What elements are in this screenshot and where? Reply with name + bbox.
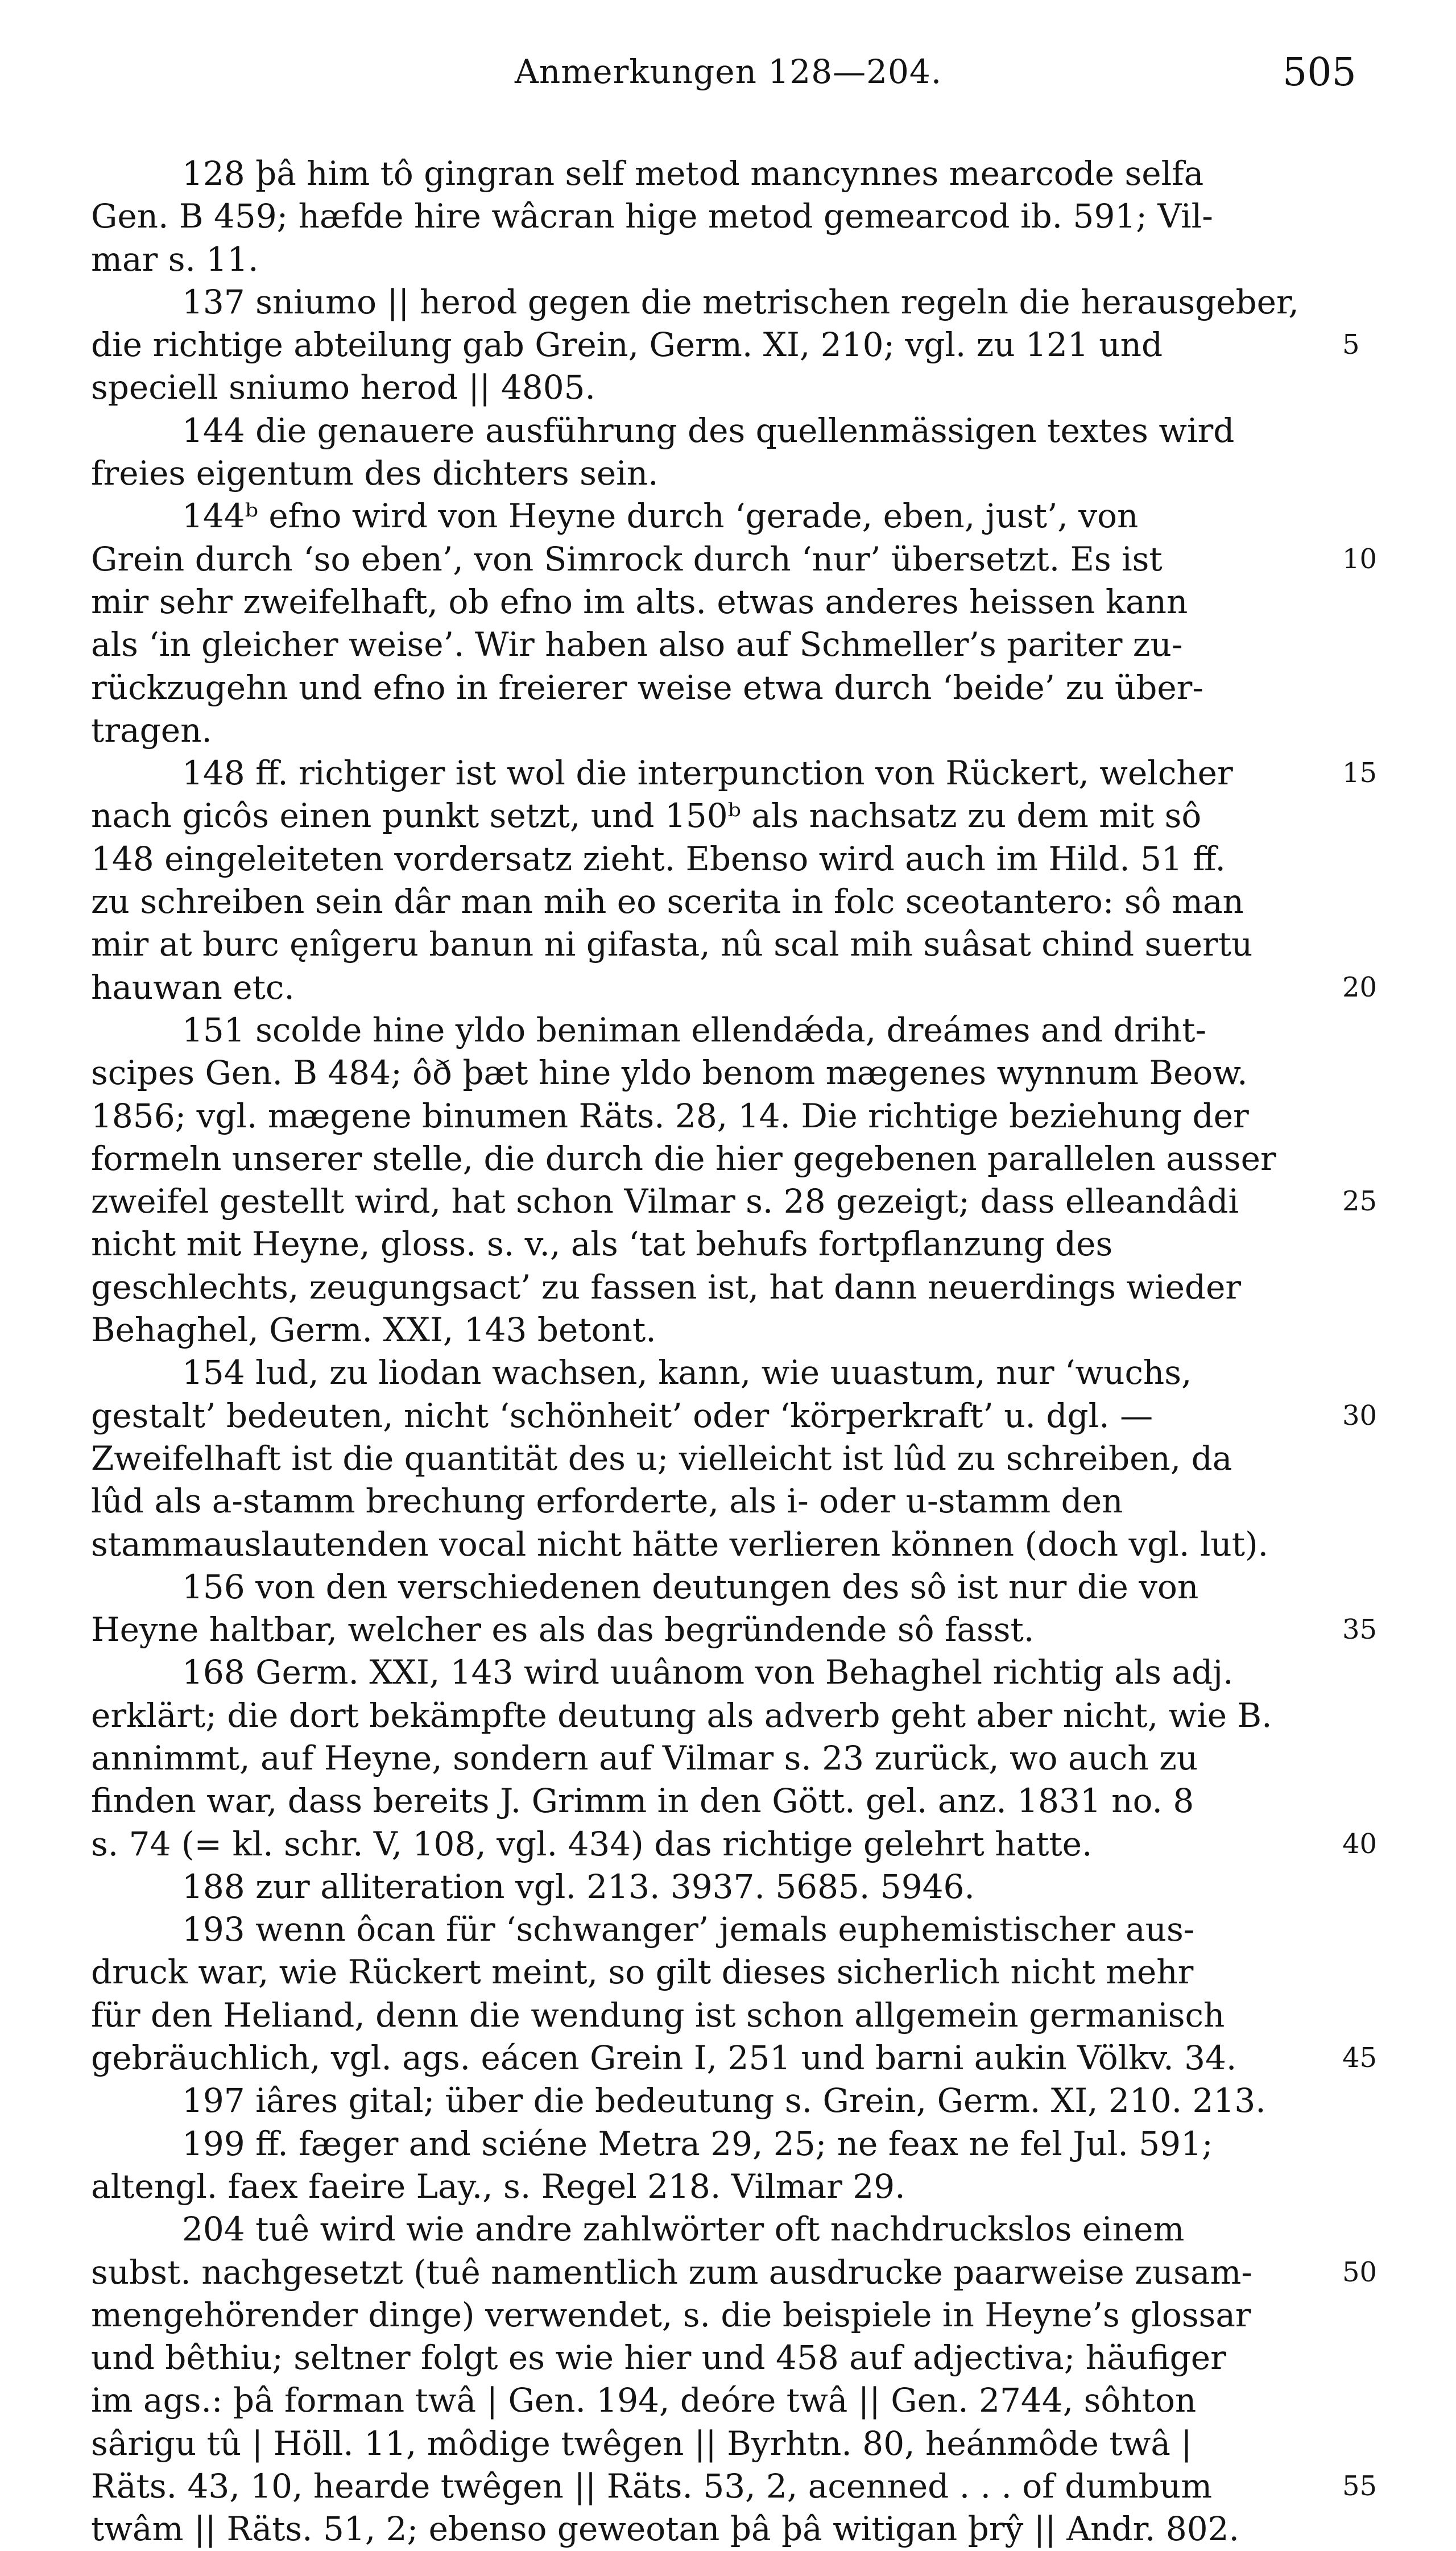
text-line: nach gicôs einen punkt setzt, und 150ᵇ als nachsatz zu dem mit sô xyxy=(91,796,1202,836)
running-head: Anmerkungen 128—204. xyxy=(515,52,942,91)
text-line: altengl. faex faeire Lay., s. Regel 218. Vilmar 29. xyxy=(91,2167,905,2206)
text-line: und bêthiu; seltner folgt es wie hier und 458 auf adjectiva; häufiger xyxy=(91,2338,1226,2378)
text-line: rückzugehn und efno in freierer weise etwa durch ‘beide’ zu über- xyxy=(91,668,1203,707)
text-line: mengehörender dinge) verwendet, s. die beispiele in Heyne’s glossar xyxy=(91,2295,1251,2334)
text-line: 148 ff. richtiger ist wol die interpunction von Rückert, welcher xyxy=(182,754,1233,793)
text-line: twâm || Räts. 51, 2; ebenso geweotan þâ þâ witigan þrŷ || Andr. 802. xyxy=(91,2509,1239,2549)
page-number: 505 xyxy=(1283,50,1356,95)
text-line: 128 þâ him tô gingran self metod mancynnes mearcode selfa xyxy=(182,154,1204,193)
margin-line-number: 25 xyxy=(1342,1185,1378,1218)
text-line: gebräuchlich, vgl. ags. eácen Grein I, 251 und barni aukin Völkv. 34. xyxy=(91,2039,1237,2078)
text-line: tragen. xyxy=(91,710,212,750)
text-line: 204 tuê wird wie andre zahlwörter oft nachdruckslos einem xyxy=(182,2210,1185,2249)
text-line: 156 von den verschiedenen deutungen des sô ist nur die von xyxy=(182,1567,1199,1606)
text-line: 197 iâres gital; über die bedeutung s. Grein, Germ. XI, 210. 213. xyxy=(182,2081,1266,2120)
margin-line-number: 20 xyxy=(1342,971,1378,1003)
margin-line-number: 15 xyxy=(1342,757,1378,789)
text-line: freies eigentum des dichters sein. xyxy=(91,454,659,493)
text-line: im ags.: þâ forman twâ | Gen. 194, deóre twâ || Gen. 2744, sôhton xyxy=(91,2381,1197,2420)
text-line: Räts. 43, 10, hearde twêgen || Räts. 53, 2, acenned . . . of dumbum xyxy=(91,2467,1213,2506)
text-line: die richtige abteilung gab Grein, Germ. XI, 210; vgl. zu 121 und xyxy=(91,325,1163,365)
text-line: nicht mit Heyne, gloss. s. v., als ‘tat behufs fortpflanzung des xyxy=(91,1225,1113,1264)
margin-line-number: 55 xyxy=(1342,2470,1378,2503)
margin-line-number: 5 xyxy=(1342,329,1360,361)
text-line: Gen. B 459; hæfde hire wâcran hige metod gemearcod ib. 591; Vil- xyxy=(91,197,1213,236)
text-line: für den Heliand, denn die wendung ist schon allgemein germanisch xyxy=(91,1995,1225,2035)
text-line: formeln unserer stelle, die durch die hier gegebenen parallelen ausser xyxy=(91,1139,1276,1178)
text-line: 1856; vgl. mægene binumen Räts. 28, 14. Die richtige beziehung der xyxy=(91,1096,1249,1135)
text-line: 144ᵇ efno wird von Heyne durch ‘gerade, eben, just’, von xyxy=(182,497,1139,536)
margin-line-number: 50 xyxy=(1342,2256,1378,2288)
text-line: 199 ff. fæger and sciéne Metra 29, 25; ne feax ne fel Jul. 591; xyxy=(182,2124,1213,2163)
text-line: lûd als a-stamm brechung erforderte, als i- oder u-stamm den xyxy=(91,1482,1123,1521)
text-line: 137 sniumo || herod gegen die metrischen regeln die herausgeber, xyxy=(182,282,1299,321)
text-line: 154 lud, zu liodan wachsen, kann, wie uuastum, nur ‘wuchs, xyxy=(182,1353,1192,1392)
text-line: Heyne haltbar, welcher es als das begründende sô fasst. xyxy=(91,1610,1035,1649)
text-line: zweifel gestellt wird, hat schon Vilmar s. 28 gezeigt; dass elleandâdi xyxy=(91,1182,1239,1221)
text-line: 168 Germ. XXI, 143 wird uuânom von Behaghel richtig als adj. xyxy=(182,1653,1234,1692)
text-line: annimmt, auf Heyne, sondern auf Vilmar s. 23 zurück, wo auch zu xyxy=(91,1738,1198,1777)
margin-line-number: 30 xyxy=(1342,1399,1378,1432)
text-line: finden war, dass bereits J. Grimm in den Gött. gel. anz. 1831 no. 8 xyxy=(91,1781,1194,1821)
margin-line-number: 10 xyxy=(1342,543,1378,575)
text-line: sârigu tû | Höll. 11, môdige twêgen || Byrhtn. 80, heánmôde twâ | xyxy=(91,2424,1192,2463)
text-line: Behaghel, Germ. XXI, 143 betont. xyxy=(91,1310,656,1350)
text-line: mir sehr zweifelhaft, ob efno im alts. etwas anderes heissen kann xyxy=(91,582,1188,621)
margin-line-number: 35 xyxy=(1342,1614,1378,1646)
text-line: 188 zur alliteration vgl. 213. 3937. 5685. 5946. xyxy=(182,1867,975,1906)
text-line: Zweifelhaft ist die quantität des u; vielleicht ist lûd zu schreiben, da xyxy=(91,1438,1232,1478)
text-line: geschlechts, zeugungsact’ zu fassen ist, hat dann neuerdings wieder xyxy=(91,1267,1242,1306)
text-line: 193 wenn ôcan für ‘schwanger’ jemals euphemistischer aus- xyxy=(182,1910,1195,1949)
text-line: stammauslautenden vocal nicht hätte verlieren können (doch vgl. lut). xyxy=(91,1524,1269,1564)
text-line: s. 74 (= kl. schr. V, 108, vgl. 434) das richtige gelehrt hatte. xyxy=(91,1824,1093,1863)
margin-line-number: 40 xyxy=(1342,1828,1378,1860)
text-line: mar s. 11. xyxy=(91,239,259,279)
text-line: 148 eingeleiteten vordersatz zieht. Ebenso wird auch im Hild. 51 ff. xyxy=(91,839,1226,878)
text-line: druck war, wie Rückert meint, so gilt dieses sicherlich nicht mehr xyxy=(91,1953,1194,1992)
text-line: subst. nachgesetzt (tuê namentlich zum ausdrucke paarweise zusam- xyxy=(91,2252,1253,2292)
text-line: Grein durch ‘so eben’, von Simrock durch ‘nur’ übersetzt. Es ist xyxy=(91,539,1163,578)
text-line: hauwan etc. xyxy=(91,968,295,1007)
text-line: erklärt; die dort bekämpfte deutung als adverb geht aber nicht, wie B. xyxy=(91,1696,1272,1735)
text-line: mir at burc ęnîgeru banun ni gifasta, nû scal mih suâsat chind suertu xyxy=(91,925,1253,964)
text-line: zu schreiben sein dâr man mih eo scerita in folc sceotantero: sô man xyxy=(91,882,1244,921)
text-line: 144 die genauere ausführung des quellenmässigen textes wird xyxy=(182,411,1235,450)
page-header xyxy=(0,52,1456,98)
margin-line-number: 45 xyxy=(1342,2042,1378,2074)
notes-text xyxy=(91,152,1371,2551)
text-line: scipes Gen. B 484; ôð þæt hine yldo benom mægenes wynnum Beow. xyxy=(91,1053,1248,1093)
text-line: gestalt’ bedeuten, nicht ‘schönheit’ oder ‘körperkraft’ u. dgl. — xyxy=(91,1396,1153,1435)
text-line: 151 scolde hine yldo beniman ellendǽda, dreámes and driht- xyxy=(182,1010,1207,1049)
text-line: speciell sniumo herod || 4805. xyxy=(91,368,595,407)
text-line: als ‘in gleicher weise’. Wir haben also auf Schmeller’s pariter zu- xyxy=(91,625,1183,664)
